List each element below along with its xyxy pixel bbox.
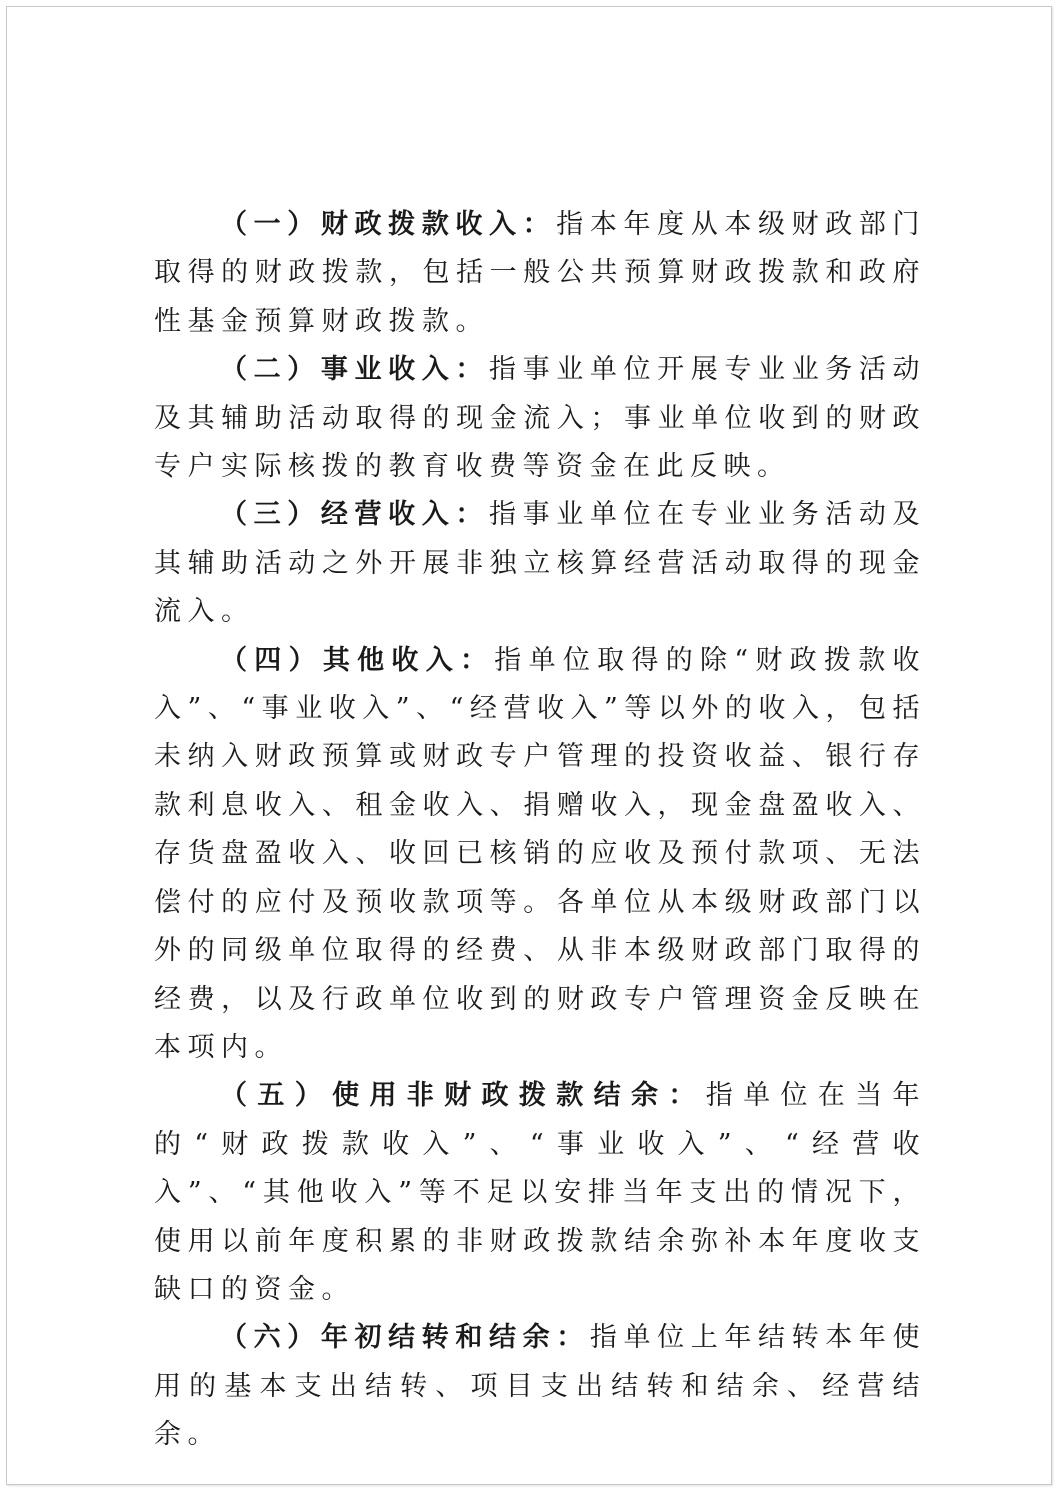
paragraph-label: （三）经营收入： <box>220 499 489 531</box>
paragraph-business-income <box>154 346 926 491</box>
document-page <box>6 6 1052 1485</box>
paragraph-non-fiscal-surplus-use <box>154 1072 926 1314</box>
paragraph-text: 指单位取得的除“财政拨款收入”、“事业收入”、“经营收入”等以外的收入，包括未纳入财政预算或财政专户管理的投资收益、银行存款利息收入、租金收入、捐赠收入，现金盘盈收入、存货盘盈收入、收回已核销的应收及预付款项、无法偿付的应付及预收款项等。各单位从本级财政部门以外的同级单位取得的经费、从非本级财政部门取得的经费，以及行政单位收到的财政专户管理资金反映在本项内。 <box>154 644 926 1063</box>
paragraph-operating-income <box>154 491 926 636</box>
paragraph-text: 指事业单位开展专业业务活动及其辅助活动取得的现金流入；事业单位收到的财政专户实际核拨的教育收费等资金在此反映。 <box>154 354 926 483</box>
document-body <box>154 201 926 1460</box>
paragraph-label: （二）事业收入： <box>220 354 489 386</box>
paragraph-other-income <box>154 637 926 1073</box>
paragraph-text: 指本年度从本级财政部门取得的财政拨款，包括一般公共预算财政拨款和政府性基金预算财政拨款。 <box>154 209 926 337</box>
paragraph-text: 指单位上年结转本年使用的基本支出结转、项目支出结转和结余、经营结余。 <box>154 1322 926 1451</box>
paragraph-label: （四）其他收入： <box>220 644 495 676</box>
paragraph-carryover-and-surplus <box>154 1314 926 1459</box>
paragraph-label: （六）年初结转和结余： <box>220 1322 590 1354</box>
paragraph-label: （五）使用非财政拨款结余： <box>220 1080 706 1112</box>
paragraph-fiscal-appropriation-income <box>154 201 926 346</box>
paragraph-text: 指事业单位在专业业务活动及其辅助活动之外开展非独立核算经营活动取得的现金流入。 <box>154 499 926 628</box>
paragraph-text: 指单位在当年的“财政拨款收入”、“事业收入”、“经营收入”、“其他收入”等不足以安排当年支出的情况下，使用以前年度积累的非财政拨款结余弥补本年度收支缺口的资金。 <box>154 1080 927 1305</box>
paragraph-label: （一）财政拨款收入： <box>220 209 557 240</box>
